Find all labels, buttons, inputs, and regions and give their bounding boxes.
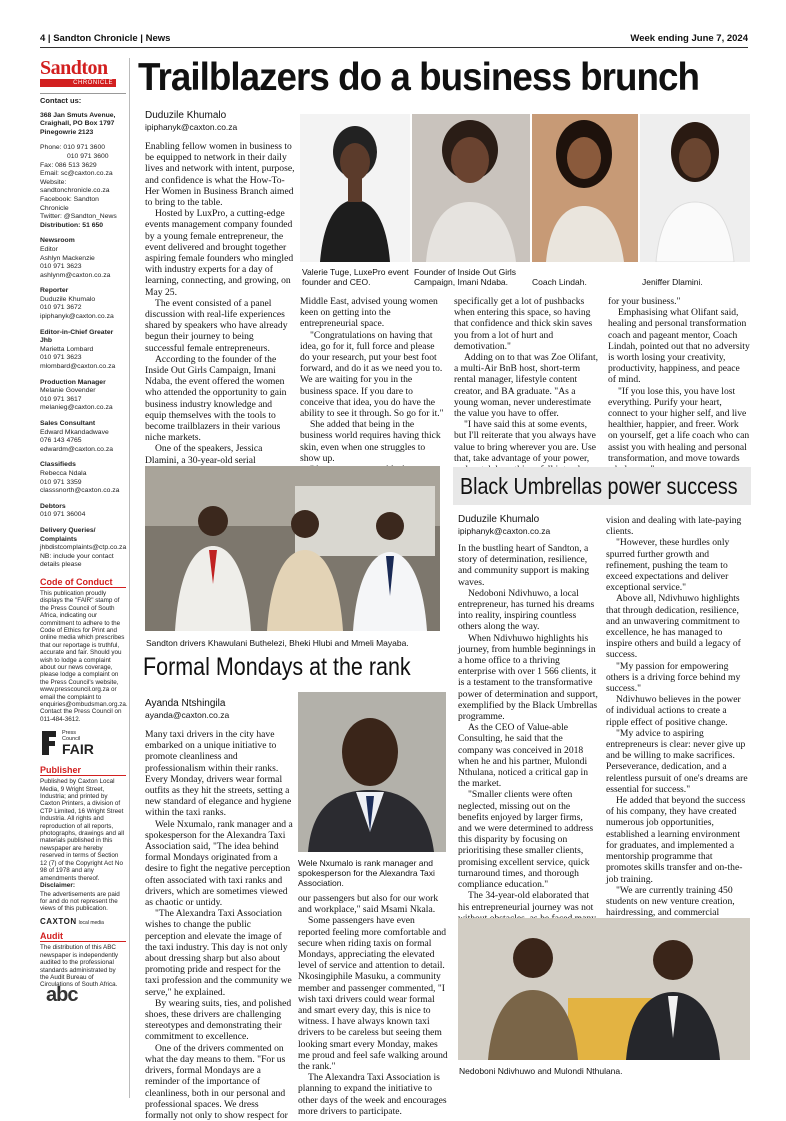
staff-block (40, 420, 126, 454)
staff-block-line: Ashlyn Mackenzie (40, 254, 95, 262)
article-2-col-1 (145, 729, 293, 1121)
disclaimer-text: The advertisements are paid for and do not represent the views of this publication. (40, 890, 120, 913)
staff-block (40, 237, 126, 280)
article-3-col-2 (606, 515, 748, 952)
paragraph: He added that beyond the success of his company, they have created numerous job opportunities, established a learning environment for graduates, and implemented a mentorship programme that promotes skills transfer and on-the-job training. (606, 795, 746, 885)
paragraph: The 34-year-old elaborated that his entrepreneurial journey was not (458, 890, 594, 913)
staff-block-title: Classifieds (40, 461, 76, 469)
audit-title: Audit (40, 931, 126, 942)
staff-block-line[interactable]: classsnorth@caxton.co.za (40, 487, 120, 495)
staff-block-line: 010 971 3623 (40, 354, 82, 362)
staff-block-line: 010 971 3672 (40, 304, 82, 312)
masthead-name: Sandton (40, 57, 108, 79)
staff-block-line: 076 143 4765 (40, 437, 82, 445)
paragraph: Adding on to that was Zoe Olifant, a multi-Air BnB host, short-term rental manager, lifestyle content creator, and BA graduate. "As a young woman, never underestimate the value you have to offer. (454, 352, 599, 420)
fair-label: FAIR (62, 741, 94, 758)
two-men-photo-icon (458, 918, 750, 1060)
staff-block (40, 287, 126, 321)
paragraph: Above all, Ndivhuwo highlights that through dedication, resilience, and an unwavering commitment to excellence, he has managed to inspire others and build a legacy of success. (606, 593, 741, 661)
woman-portrait-icon (640, 114, 750, 262)
paragraph: According to the founder of the Inside Out Girls Campaign, Imani Ndaba, the event offered the women who attended the opportunity to gain business industry knowledge and equip themselves with the tools to become trailblazers in their various niche markets. (145, 353, 287, 444)
staff-block-line: Edward Mkandadwave (40, 428, 109, 436)
paragraph: "However, these hurdles only spurred further growth and refinement, pushing the team to exceed expectations and deliver exceptional service." (606, 537, 730, 594)
distribution: Distribution: 51 650 (40, 221, 104, 229)
staff-block-title: Reporter (40, 287, 69, 295)
article-1-col-4 (608, 296, 750, 475)
publisher-text: Published by Caxton Local Media, 9 Wright Street, Industria; and printed by Caxton Printers, a division of CTP Limited, 16 Wright Street Industria. All rights and reproduction of all reports, photographs, drawings and all materials published in this newspaper are hereby reserved in terms of Section 12 (7) of the Copyright Act No 98 of 1978 and any amendments thereof. (40, 778, 125, 882)
portrait-photo-jeniffer (640, 114, 750, 262)
staff-block-line: Editor (40, 245, 58, 253)
paragraph: Some passengers have even reported feeling more comfortable and secure when riding taxis on formal Mondays, appreciating the elevated level of service and attention to detail. Nkosingiphile Masuku, a community member and passenger commented, "I wish taxi drivers could wear formal and smart every day, this is nice to witness. I have always known taxi drivers to be careless but seeing them looking smart every Monday, makes me proud and feel safe walking around the rank." (298, 915, 448, 1073)
paragraph: By wearing suits, ties, and polished shoes, these drivers are challenging stereotypes and demonstrating their commitment to excellence. (145, 997, 292, 1043)
code-of-conduct-title: Code of Conduct (40, 577, 126, 588)
ndivhuwo-nthulana-caption: Nedoboni Ndivhuwo and Mulondi Nthulana. (459, 1066, 623, 1076)
caption-imani: Founder of Inside Out Girls Campaign, Imani Ndaba. (414, 267, 517, 287)
article-1-col-3 (454, 296, 600, 475)
contact-title: Contact us: (40, 93, 126, 106)
paragraph: vision and dealing with late-paying clients. (606, 515, 742, 538)
phone: Phone: 010 971 3600 (40, 144, 106, 152)
paragraph: our passengers but also for our work and workplace," said Msami Nkala. (298, 893, 439, 916)
taxi-drivers-photo (145, 466, 440, 631)
paragraph: "The Alexandra Taxi Association wishes to change the public perception and elevate the image of the taxi industry. This day is not only about dressing sharp but also about promoting pride and respect for the taxi profession and the community we serve," he explained. (145, 908, 292, 998)
staff-block (40, 329, 126, 372)
website-link[interactable]: Website: sandtonchronicle.co.za (40, 178, 110, 195)
facebook[interactable]: Facebook: Sandton Chronicle (40, 195, 99, 212)
staff-block-line[interactable]: ipiphanyk@caxton.co.za (40, 313, 114, 321)
staff-block-line: 010 971 3617 (40, 395, 82, 403)
publisher-title: Publisher (40, 765, 126, 776)
portrait-photo-valerie (300, 114, 410, 262)
sidebar (40, 58, 126, 1098)
article-1-byline: Duduzile Khumalo (145, 110, 227, 121)
paragraph: "I have said this at some events, but I'll reiterate that you always have value to bring wherever you are. Use that, take advantage of your power, (454, 419, 596, 464)
paragraph: Emphasising what Olifant said, healing and personal transformation coach and pageant mentor, Coach Lindah, pointed out that no adversity is worth losing your creativity, productivity, happiness, and peace of mind. (608, 307, 750, 386)
caption-lindah: Coach Lindah. (532, 277, 587, 287)
article-1-col-1 (145, 141, 295, 500)
staff-block-title: Production Manager (40, 378, 106, 386)
staff-block-line: Duduzile Khumalo (40, 295, 96, 303)
portrait-photo-imani (412, 114, 530, 262)
paragraph: specifically get a lot of pushbacks when entering this space, so having that confidence and thick skin saves you from a lot of hurt and demotivation." (454, 296, 593, 352)
paragraph: As the CEO of Value-able Consulting, he said that the company was conceived in 2018 when he and his partner, Mulondi Nthulana, noticed a critical gap in the market. (458, 722, 588, 790)
three-men-photo-icon (145, 466, 440, 631)
staff-block-line[interactable]: ashlynm@caxton.co.za (40, 271, 111, 279)
press-council-stamp (40, 729, 126, 757)
abc-logo: abc (46, 983, 78, 1006)
taxi-drivers-caption: Sandton drivers Khawulani Buthelezi, Bheki Hlubi and Mmeli Mayaba. (146, 638, 409, 648)
paragraph: "My passion for empowering others is a driving force behind my success." (606, 660, 741, 695)
caxton-logo (40, 918, 126, 928)
paragraph: She added that being in the business world requires having thick skin, even when one struggles to show up. (300, 419, 441, 464)
paragraph: "My advice to aspiring entrepreneurs is clear: never give up and be willing to make sacrifices. Perseverance, dedication, and a relentless pursuit of one's dreams are essential for success." (606, 727, 748, 795)
sidebar-divider (129, 58, 130, 1098)
paragraph: When Ndivhuwo highlights his journey, from humble beginnings in a home office to a thriving enterprise with over 1 566 clients, it is a testament to the transformative power of determination and support, exemplified by the Black Umbrellas programme. (458, 632, 598, 723)
disclaimer-title: Disclaimer: (40, 881, 76, 889)
press-council-label: Press Council (62, 730, 81, 743)
article-1-col-2 (300, 296, 446, 475)
staff-block-line: 010 971 36004 (40, 511, 86, 519)
staff-block-line: 010 971 3623 (40, 263, 82, 271)
article-3-col-1 (458, 543, 598, 946)
paragraph: Middle East, advised young women keen on getting into the entrepreneurial space. (300, 296, 438, 330)
paragraph: Nedoboni Ndivhuwo, a local entrepreneur, has turned his dreams into reality, inspiring countless others along the way. (458, 587, 595, 633)
fax: Fax: 086 513 3629 (40, 161, 97, 169)
article-3-headline: Black Umbrellas power success (460, 473, 738, 499)
staff-block-title: Editor-in-Chief Greater Jhb (40, 328, 114, 345)
portrait-photo-lindah (532, 114, 638, 262)
article-3-byline: Duduzile Khumalo (458, 514, 540, 525)
staff-block (40, 461, 126, 495)
masthead-logo (40, 58, 116, 87)
article-2-byline: Ayanda Ntshingila (145, 698, 226, 709)
staff-block-line: Marietta Lombard (40, 345, 94, 353)
staff-block-line: 010 971 3359 (40, 478, 82, 486)
staff-block (40, 527, 126, 570)
portrait-strip (300, 114, 750, 262)
article-2-email[interactable]: ayanda@caxton.co.za (145, 710, 230, 720)
staff-block-line: Melanie Govender (40, 387, 96, 395)
paragraph: Wele Nxumalo, rank manager and a spokesperson for the Alexandra Taxi Association said, "The idea behind formal Mondays originated from a desire to fight the negative perception often associated with taxi ranks and drivers, which are sometimes viewed as chaotic or untidy. (145, 818, 293, 909)
paragraph: Many taxi drivers in the city have embarked on a unique initiative to promote cleanliness and professionalism within their ranks. Every Monday, drivers wear formal outfits as they hit the streets, setting a new standard of elegance and hygiene within the taxi ranks. (145, 729, 292, 819)
woman-portrait-icon (532, 114, 638, 262)
paragraph: "If you lose this, you have lost everything. Purify your heart, connect to your higher self, and live healthier, happier, and freer. Work on yourself, get a life coach who can assist you with healing and personal transformation, and move towards (608, 385, 750, 464)
wele-nxumalo-caption: Wele Nxumalo is rank manager and spokesperson for the Alexandra Taxi Association. (298, 858, 435, 888)
staff-block-line[interactable]: edwardm@caxton.co.za (40, 445, 114, 453)
email-link[interactable]: Email: sc@caxton.co.za (40, 170, 113, 178)
paragraph: In the bustling heart of Sandton, a story of determination, resilience, and community support is making waves. (458, 543, 590, 588)
article-3-email[interactable]: ipiphanyk@caxton.co.za (458, 526, 551, 536)
staff-block-line: NB: include your contact details please (40, 552, 114, 569)
article-1-email[interactable]: ipiphanyk@caxton.co.za (145, 122, 238, 132)
staff-block-title: Delivery Queries/ Complaints (40, 526, 96, 543)
man-portrait-icon (298, 692, 446, 852)
caption-jeniffer: Jeniffer Dlamini. (642, 277, 703, 287)
staff-block-line[interactable]: mlombard@caxton.co.za (40, 363, 116, 371)
twitter[interactable]: Twitter: @Sandton_News (40, 213, 117, 221)
page-folio: 4 | Sandton Chronicle | News (40, 33, 171, 44)
page-header (40, 33, 748, 48)
paragraph: "Congratulations on having that idea, go for it, full force and please do your research, put your best foot forward, and do it as we need you to. We are waiting for you in the business space. If you dare to conceive that idea, you do have the ability to see it through. So go for it." (300, 329, 444, 420)
staff-block-line: Rebecca Ndala (40, 469, 87, 477)
woman-portrait-icon (300, 114, 410, 262)
issue-date: Week ending June 7, 2024 (630, 33, 748, 44)
code-of-conduct-text: This publication proudly displays the "FAIR" stamp of the Press Council of South Africa, indicating our commitment to adhere to the Code of Ethics for Print and online media which prescribes that our reportage is truthful, accurate and fair. Should you wish to lodge a complaint about our news coverage, please lodge a complaint on the Press Council's website, www.presscouncil.org.za or email the complaint to enquiries@ombudsman.org.za. Contact the Press Council on 011-484-3612. (40, 589, 128, 723)
article-2-headline: Formal Mondays at the rank (143, 653, 411, 681)
staff-block-title: Newsroom (40, 237, 75, 245)
masthead-sub: CHRONICLE (40, 79, 116, 87)
paragraph: "Smaller clients were often neglected, missing out on the benefits enjoyed by larger firms, and we were determined to address this disparity by focusing on prioritising these smaller clients, promising excellent service, quick turnaround times, and thorough compliance education." (458, 789, 594, 891)
paragraph: The event consisted of a panel discussion with real-life experiences shared by speakers who have already begun their journey to being successful female entrepreneurs. (145, 297, 288, 354)
phone-2: 010 971 3600 (67, 152, 109, 160)
staff-block-title: Sales Consultant (40, 420, 96, 427)
staff-block (40, 503, 126, 520)
staff-block-line[interactable]: melanieg@caxton.co.za (40, 404, 113, 412)
woman-portrait-icon (412, 114, 530, 262)
fair-stamp-icon (40, 729, 58, 757)
paragraph: The Alexandra Taxi Association is planning to expand the initiative to other days of the week and encourages more drivers to participate. (298, 1072, 447, 1117)
article-1-headline: Trailblazers do a business brunch (138, 56, 700, 99)
caxton-name: CAXTON (40, 916, 77, 926)
staff-block-line[interactable]: jhbdistcomplaints@ctp.co.za (40, 544, 127, 552)
caxton-sub: local media (78, 919, 104, 926)
paragraph: for your business." (608, 296, 681, 307)
staff-block (40, 379, 126, 413)
paragraph: "We are currently training 450 students on new venture creation, hairdressing, and commercial (606, 884, 735, 919)
paragraph: One of the speakers, Jessica Dlamini, a 30-year-old serial (145, 443, 263, 466)
audit-text: The distribution of this ABC newspaper is independently audited to the professional standards administrated by the Audit Bureau of Circulations of South Africa. (40, 944, 119, 989)
staff-block-title: Debtors (40, 502, 66, 510)
ndivhuwo-nthulana-photo (458, 918, 750, 1060)
paragraph: Hosted by LuxPro, a cutting-edge events management company founded by a young female entrepreneur, the event delivered and brought together aspiring female founders who mingled with industry experts for a day of learning, connecting, and growing, on May 25. (145, 208, 294, 298)
staff-directory (40, 237, 126, 570)
caption-valerie: Valerie Tuge, LuxePro event founder and CEO. (302, 267, 409, 287)
article-2-col-2 (298, 893, 448, 1117)
paragraph: One of the drivers commented on what the day means to them. "For us drivers, formal Mondays are a reminder of the importance of cleanliness, both in our personal and professional spaces. We dress formally not only to show respect for (145, 1042, 288, 1121)
paragraph: Ndivhuwo believes in the power of individual actions to create a ripple effect of positive change. (606, 694, 741, 728)
paragraph: Enabling fellow women in business to be equipped to network in their daily lives and network with intent, purpose, and confidence is what the How-To-Her Women in Business Branch aimed to bring to the table. (145, 141, 295, 209)
wele-nxumalo-photo (298, 692, 446, 852)
address: 368 Jan Smuts Avenue, Craighall, PO Box 1797 Pinegowrie 2123 (40, 111, 116, 136)
